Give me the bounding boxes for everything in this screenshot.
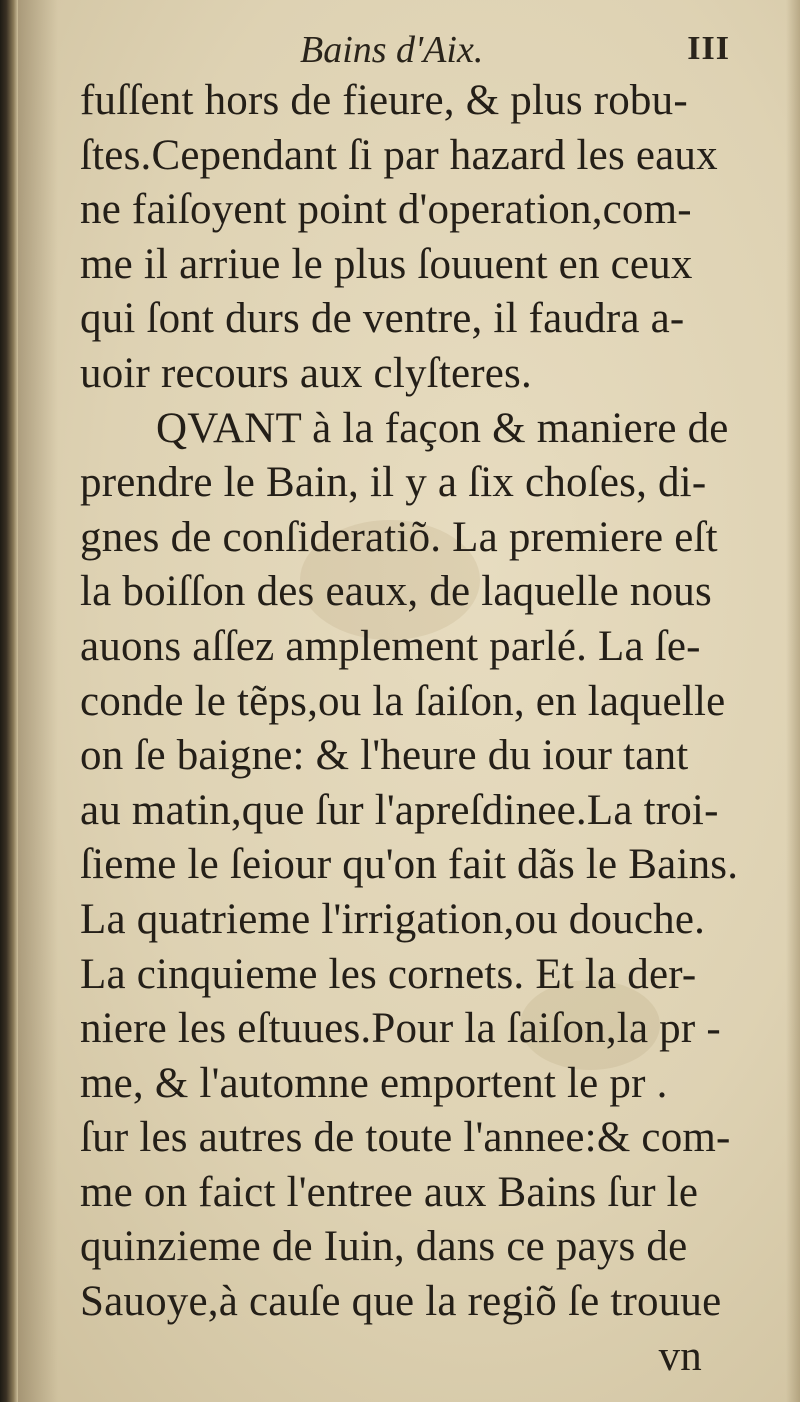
gutter-shadow: [18, 0, 58, 1402]
text-line: on ſe baigne: & l'heure du iour tant: [80, 732, 689, 780]
text-line: prendre le Bain, il y a ſix choſes, di-: [80, 459, 707, 507]
catchword: vn: [658, 1332, 702, 1380]
text-line: conde le tẽps,ou la ſaiſon, en laquelle: [80, 677, 726, 725]
paragraph-start-line: QVANT à la façon & maniere de: [156, 404, 729, 452]
running-head: [80, 22, 730, 78]
text-line: quinzieme de Iuin, dans ce pays de: [80, 1223, 688, 1271]
text-line: ſur les autres de toute l'annee:& com-: [80, 1114, 731, 1162]
text-line: Sauoye,à cauſe que la regiõ ſe trouue: [80, 1278, 722, 1326]
text-line: au matin,que ſur l'apreſdinee.La troi-: [80, 786, 719, 834]
text-line: me on faict l'entree aux Bains ſur le: [80, 1168, 699, 1216]
text-line: La cinquieme les cornets. Et la der-: [80, 950, 697, 998]
text-line: la boiſſon des eaux, de laquelle nous: [80, 568, 712, 616]
text-line: ſieme le ſeiour qu'on fait dãs le Bains.: [80, 841, 739, 889]
text-line: qui ſont durs de ventre, il faudra a-: [80, 295, 685, 343]
running-title: Bains d'Aix.: [300, 29, 484, 71]
text-line: gnes de conſideratiõ. La premiere eſt: [80, 513, 718, 561]
text-line: auons aſſez amplement parlé. La ſe-: [80, 622, 701, 670]
text-line: ne faiſoyent point d'operation,com-: [80, 186, 692, 234]
text-block: [80, 74, 739, 1384]
page-edge: [786, 0, 800, 1402]
text-line: La quatrieme l'irrigation,ou douche.: [80, 895, 706, 943]
text-line: me, & l'automne emportent le pr .: [80, 1059, 668, 1107]
text-line: me il arriue le plus ſouuent en ceux: [80, 240, 693, 288]
text-line: uoir recours aux clyſteres.: [80, 349, 532, 397]
page-number: III: [687, 30, 730, 67]
book-spine: [0, 0, 18, 1402]
text-line: fuſſent hors de fieure, & plus robu-: [80, 77, 688, 124]
text-line: niere les eſtuues.Pour la ſaiſon,la pr -: [80, 1005, 721, 1053]
text-line: ſtes.Cependant ſi par hazard les eaux: [80, 131, 718, 179]
